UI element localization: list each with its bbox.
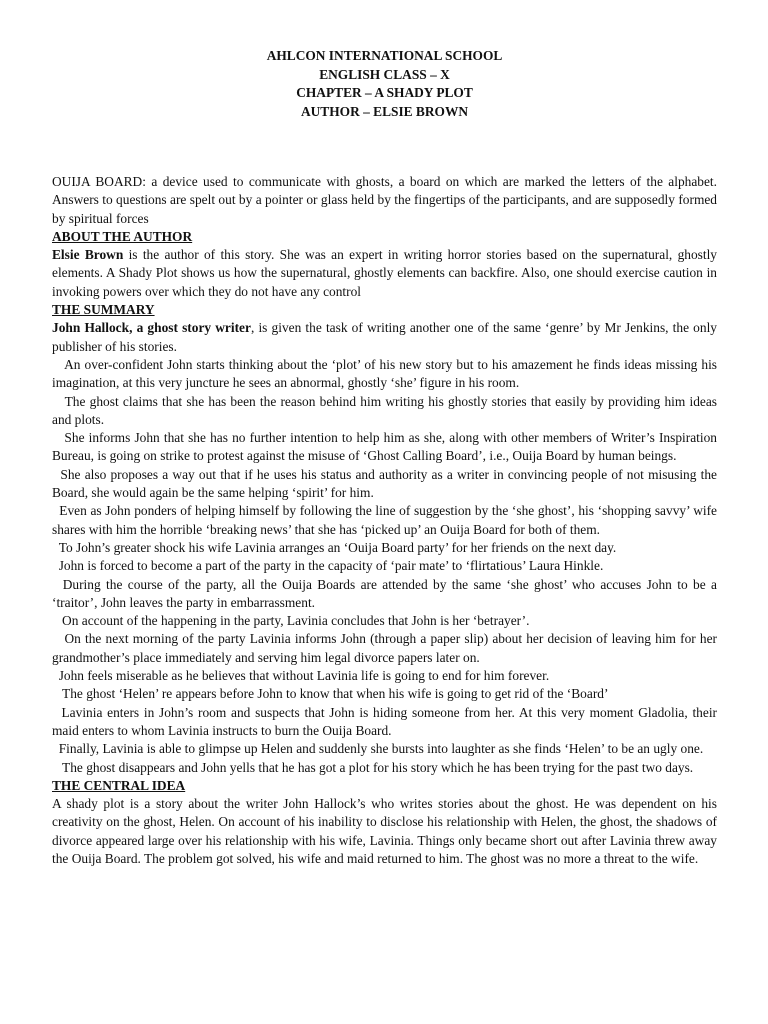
- about-author-text: is the author of this story. She was an expert in writing horror stories based on the supernatural, ghostly elements. A Shady Plot shows us how the supernatural, ghostly elements can backfire. Also, one should exercise caution in invoking powers over which they do not have any control: [52, 247, 717, 299]
- document-header: [52, 47, 717, 121]
- summary-paragraph: To John’s greater shock his wife Lavinia arranges an ‘Ouija Board party’ for her friends on the next day.: [52, 539, 617, 555]
- summary-first-paragraph: [52, 319, 717, 356]
- summary-first-text: , is given the task of writing another one of the same ‘genre’ by Mr Jenkins, the only publisher of his stories.: [52, 320, 717, 354]
- summary-lead: John Hallock, a ghost story writer: [52, 320, 251, 336]
- central-idea-paragraph: A shady plot is a story about the writer John Hallock’s who writes stories about the ghost. He was dependent on his creativity on the ghost, Helen. On account of his inability to disclose his relationship with Helen, the ghost, the shadows of divorce appeared large over his relationship with his wife, Lavinia. Things only became short out after Lavinia threw away the Ouija Board. The problem got solved, his wife and maid returned to him. The ghost was no more a threat to the wife.: [52, 796, 717, 866]
- summary-paragraph: Finally, Lavinia is able to glimpse up Helen and suddenly she bursts into laughter as she finds ‘Helen’ to be an ugly one.: [52, 741, 704, 757]
- summary-paragraph: During the course of the party, all the Ouija Boards are attended by the same ‘she ghost’ who accuses John to be a ‘traitor’, John leaves the party in embarrassment.: [52, 576, 721, 610]
- summary-paragraph: She informs John that she has no further intention to help him as she, along with other members of Writer’s Inspiration Bureau, is going on strike to protest against the misuse of ‘Ghost Calling Board’, i.e., Ouija Board by human beings.: [52, 430, 721, 464]
- about-author-heading: ABOUT THE AUTHOR: [52, 228, 193, 244]
- chapter-title: CHAPTER – A SHADY PLOT: [296, 85, 473, 100]
- summary-paragraph: The ghost claims that she has been the reason behind him writing his ghostly stories that easily by providing him ideas and plots.: [52, 393, 721, 427]
- summary-paragraphs: [52, 356, 721, 777]
- header-spacer: [52, 121, 717, 173]
- school-name: AHLCON INTERNATIONAL SCHOOL: [266, 48, 503, 63]
- document-page: [52, 47, 721, 868]
- author-name: Elsie Brown: [52, 247, 124, 263]
- about-author-paragraph: [52, 246, 717, 301]
- author-line: AUTHOR – ELSIE BROWN: [300, 103, 469, 119]
- summary-paragraph: The ghost ‘Helen’ re appears before John to know that when his wife is going to get rid of the ‘Board’: [52, 686, 609, 702]
- ouija-definition: OUIJA BOARD: a device used to communicate with ghosts, a board on which are marked the letters of the alphabet. Answers to questions are spelt out by a pointer or glass held by the fingertips of the participants, and are supposedly formed by spiritual forces: [52, 174, 717, 226]
- document-body: [52, 173, 721, 868]
- summary-paragraph: John is forced to become a part of the party in the capacity of ‘pair mate’ to ‘flirtatious’ Laura Hinkle.: [52, 558, 604, 574]
- summary-paragraph: An over-confident John starts thinking about the ‘plot’ of his new story but to his amazement he finds ideas missing his imagination, at this very juncture he sees an abnormal, ghostly ‘she’ figure in his room.: [52, 356, 721, 391]
- summary-paragraph: On the next morning of the party Lavinia informs John (through a paper slip) about her decision of leaving him for her grandmother’s place immediately and serving him legal divorce papers later on.: [52, 631, 721, 665]
- summary-paragraph: She also proposes a way out that if he uses his status and authority as a writer in convincing people of not misusing the Board, she would again be the same helping ‘spirit’ for him.: [52, 466, 721, 501]
- summary-heading: THE SUMMARY: [52, 302, 155, 318]
- central-idea-heading: THE CENTRAL IDEA: [52, 777, 186, 793]
- summary-paragraph: John feels miserable as he believes that without Lavinia life is going to end for him forever.: [52, 668, 550, 684]
- summary-paragraph: The ghost disappears and John yells that he has got a plot for his story which he has been trying for the past two days.: [52, 759, 694, 775]
- summary-paragraph: On account of the happening in the party, Lavinia concludes that John is her ‘betrayer’.: [52, 613, 530, 629]
- class-name: ENGLISH CLASS – X: [319, 66, 450, 82]
- summary-paragraph: Lavinia enters in John’s room and suspects that John is hiding someone from her. At this very moment Gladolia, their maid enters to whom Lavinia instructs to burn the Ouija Board.: [52, 704, 721, 738]
- summary-paragraph: Even as John ponders of helping himself by following the line of suggestion by the ‘she ghost’, his ‘shopping savvy’ wife shares with him the horrible ‘breaking news’ that she has ‘picked up’ an Ouija Board for both of them.: [52, 503, 721, 537]
